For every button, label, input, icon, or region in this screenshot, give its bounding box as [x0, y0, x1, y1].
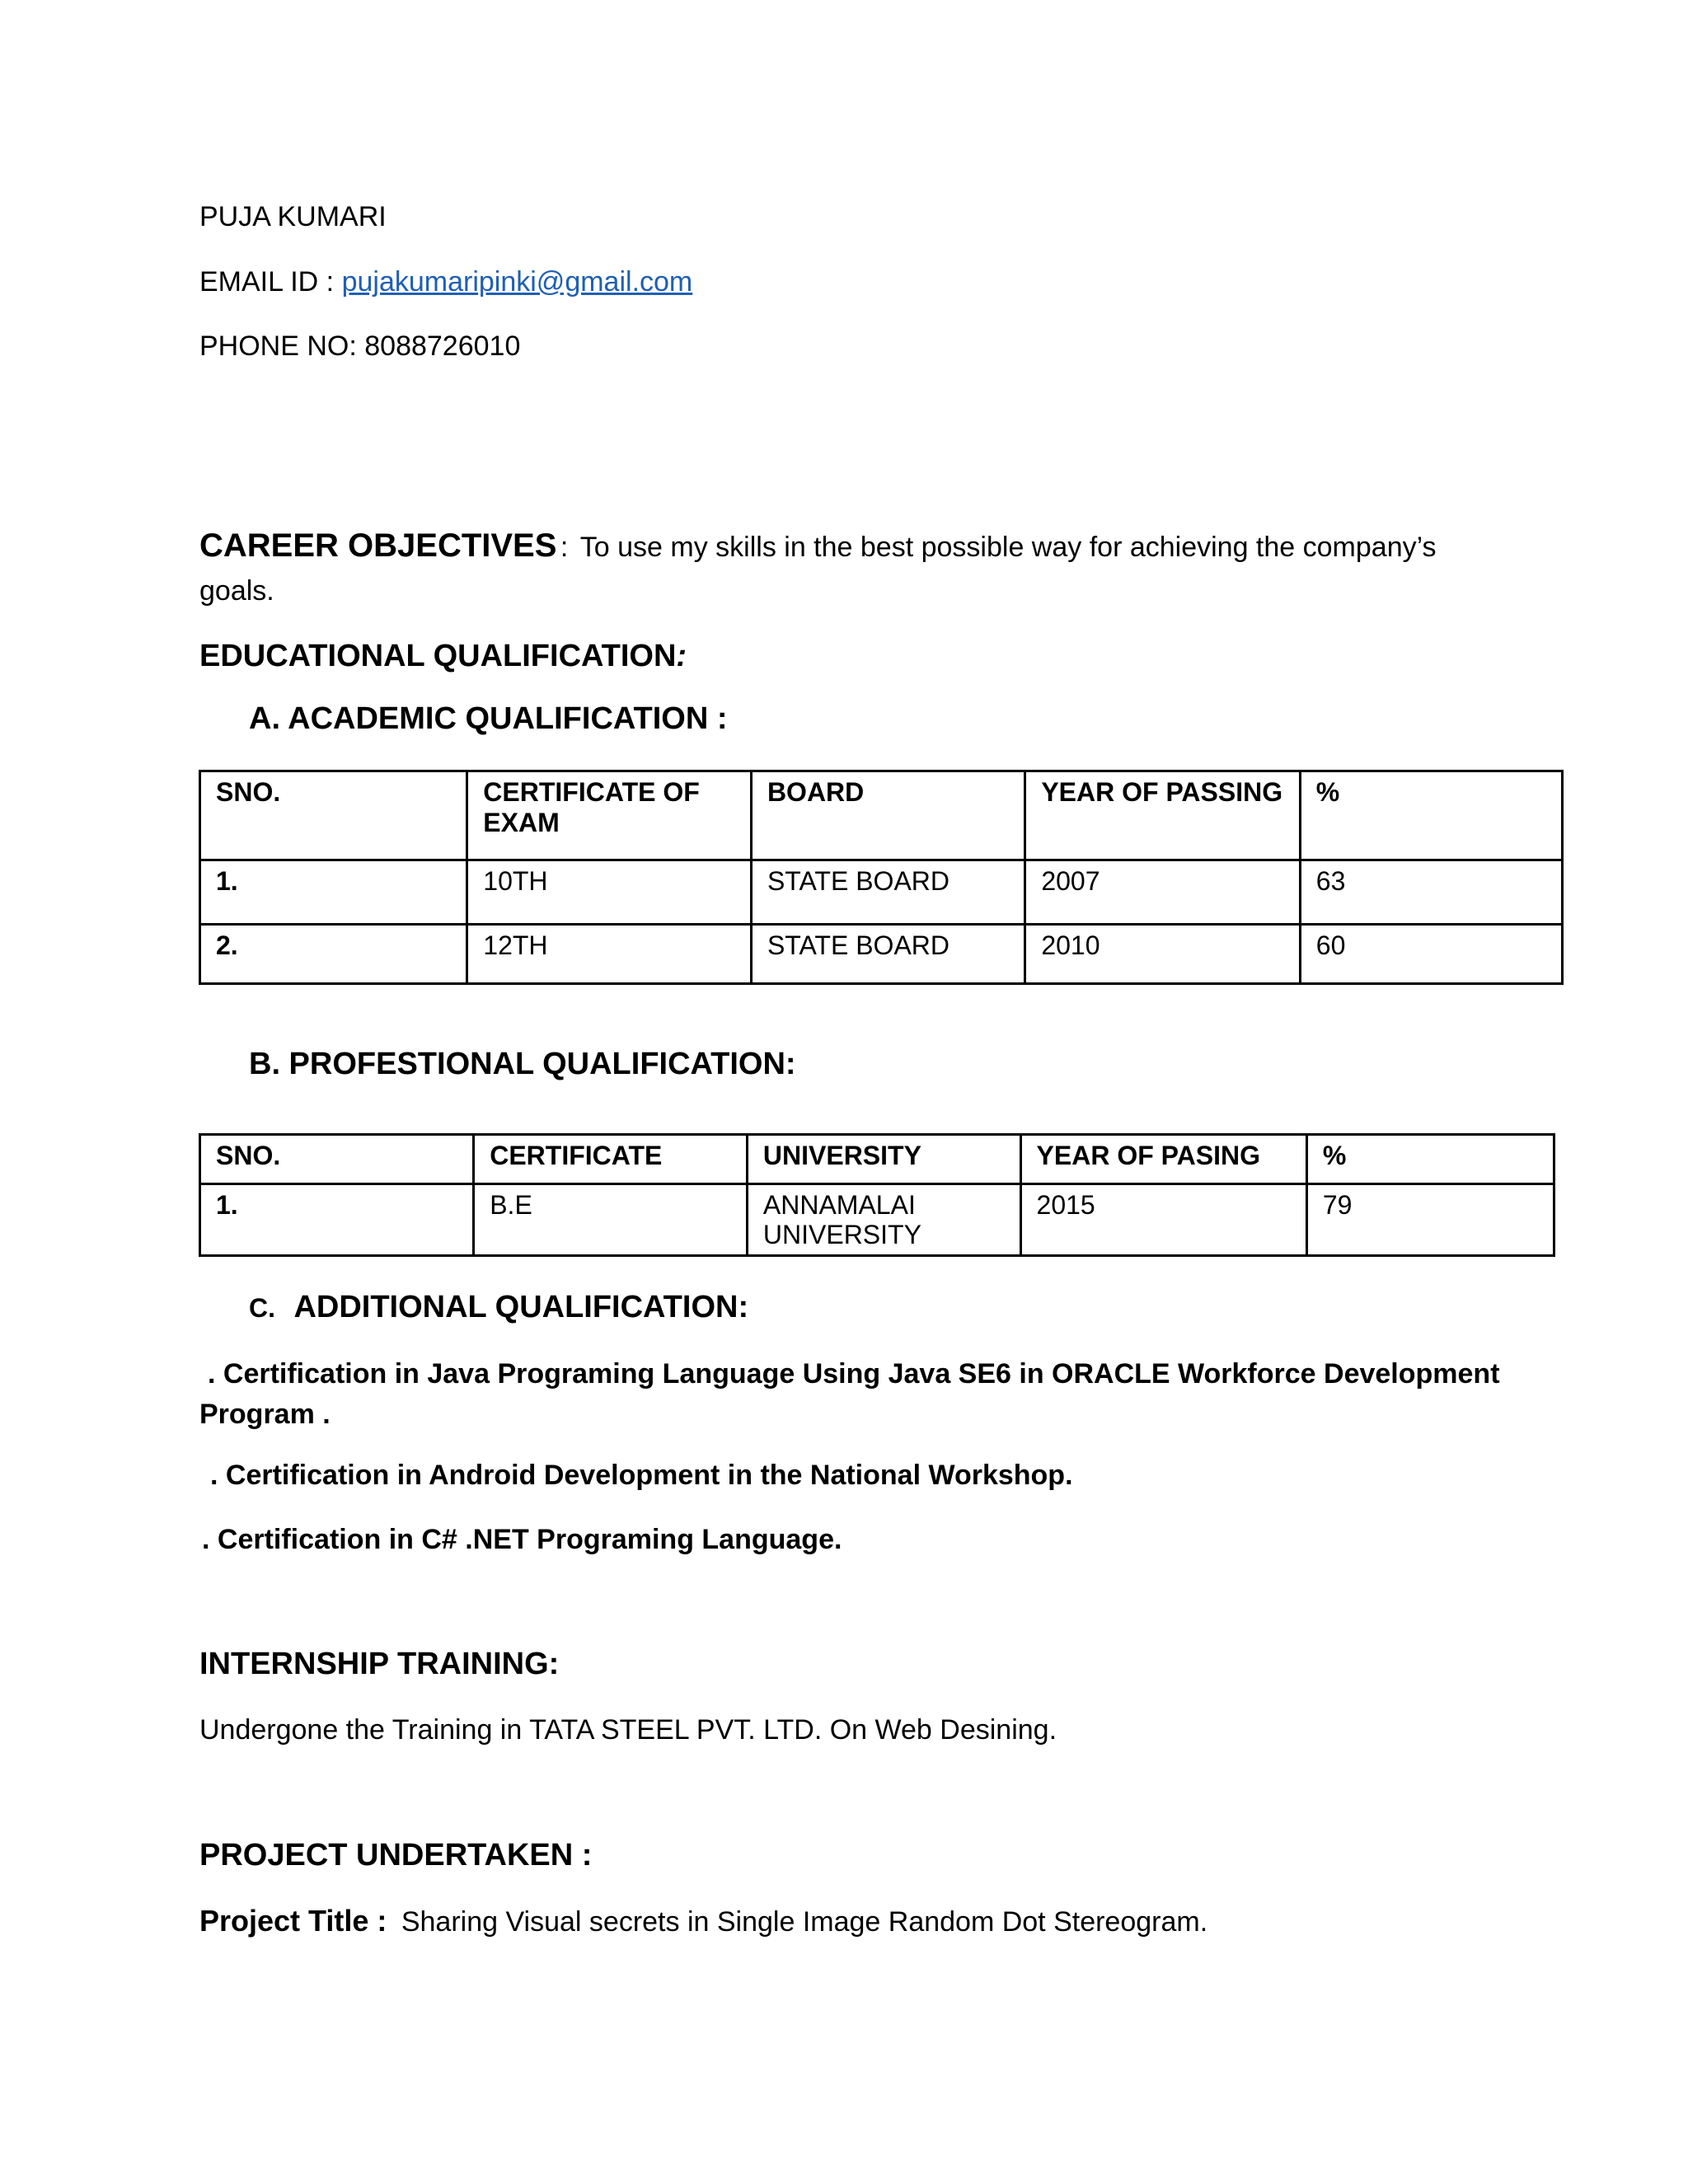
- professional-cell-year: 2015: [1020, 1184, 1306, 1256]
- academic-cell-sno: 2.: [200, 925, 467, 984]
- academic-cell-year: 2007: [1025, 860, 1300, 925]
- professional-cell-university: ANNAMALAI UNIVERSITY: [747, 1184, 1020, 1256]
- education-heading-suffix: :: [676, 639, 687, 673]
- academic-table: [199, 770, 1564, 985]
- academic-cell-board: STATE BOARD: [751, 925, 1025, 984]
- academic-heading: A. ACADEMIC QUALIFICATION :: [249, 701, 728, 736]
- academic-cell-certificate: 10TH: [467, 860, 752, 925]
- career-text-line2: goals.: [199, 575, 274, 607]
- project-title-value: Sharing Visual secrets in Single Image Random Dot Stereogram.: [401, 1906, 1208, 1938]
- table-row: [200, 1184, 1554, 1256]
- academic-col-percent: %: [1300, 771, 1562, 860]
- internship-heading: INTERNSHIP TRAINING:: [199, 1647, 560, 1681]
- additional-heading-text: ADDITIONAL QUALIFICATION:: [293, 1290, 749, 1324]
- table-row: [200, 860, 1563, 925]
- academic-cell-percent: 60: [1300, 925, 1562, 984]
- professional-table: [199, 1133, 1555, 1257]
- professional-col-year: YEAR OF PASING: [1020, 1135, 1306, 1184]
- career-text-line1: To use my skills in the best possible way for achieving the company’s: [579, 532, 1437, 563]
- academic-cell-sno: 1.: [200, 860, 467, 925]
- professional-col-certificate: CERTIFICATE: [474, 1135, 748, 1184]
- academic-cell-percent: 63: [1300, 860, 1562, 925]
- additional-heading-letter: C.: [249, 1293, 275, 1323]
- phone-label: PHONE NO:: [199, 330, 357, 362]
- professional-cell-certificate: B.E: [474, 1184, 748, 1256]
- professional-header-row: [200, 1135, 1554, 1184]
- professional-col-percent: %: [1306, 1135, 1554, 1184]
- education-heading: [199, 639, 687, 674]
- academic-col-sno: SNO.: [200, 771, 467, 860]
- academic-cell-board: STATE BOARD: [751, 860, 1025, 925]
- list-item: . Certification in Java Programing Language Using Java SE6 in ORACLE Workforce Development: [208, 1358, 1500, 1390]
- internship-text: Undergone the Training in TATA STEEL PVT. LTD. On Web Desining.: [199, 1714, 1057, 1746]
- academic-header-row: [200, 771, 1563, 860]
- academic-cell-certificate: 12TH: [467, 925, 752, 984]
- professional-col-sno: SNO.: [200, 1135, 474, 1184]
- professional-cell-sno: 1.: [200, 1184, 474, 1256]
- academic-col-board: BOARD: [751, 771, 1025, 860]
- email-label: EMAIL ID :: [199, 266, 335, 298]
- professional-col-university: UNIVERSITY: [747, 1135, 1020, 1184]
- email-link[interactable]: pujakumaripinki@gmail.com: [341, 266, 693, 298]
- professional-cell-percent: 79: [1306, 1184, 1554, 1256]
- phone-value: 8088726010: [364, 330, 521, 362]
- career-objectives: [199, 527, 1437, 565]
- list-item: . Certification in C# .NET Programing Language.: [202, 1524, 842, 1555]
- academic-cell-year: 2010: [1025, 925, 1300, 984]
- email-row: [199, 266, 692, 298]
- project-title-row: [199, 1904, 1207, 1938]
- professional-heading: B. PROFESTIONAL QUALIFICATION:: [249, 1047, 796, 1081]
- phone-row: [199, 330, 520, 363]
- project-title-label: Project Title :: [199, 1904, 387, 1938]
- academic-col-year: YEAR OF PASSING: [1025, 771, 1300, 860]
- academic-col-certificate: CERTIFICATE OF EXAM: [467, 771, 752, 860]
- career-separator: :: [560, 532, 569, 563]
- list-item-continuation: Program .: [199, 1399, 331, 1430]
- additional-heading: [249, 1290, 748, 1325]
- candidate-name: PUJA KUMARI: [199, 201, 387, 232]
- table-row: [200, 925, 1563, 984]
- education-heading-text: EDUCATIONAL QUALIFICATION: [199, 639, 677, 673]
- list-item: . Certification in Android Development in the National Workshop.: [210, 1460, 1073, 1491]
- project-heading: PROJECT UNDERTAKEN :: [199, 1838, 593, 1872]
- career-heading: CAREER OBJECTIVES: [199, 527, 557, 564]
